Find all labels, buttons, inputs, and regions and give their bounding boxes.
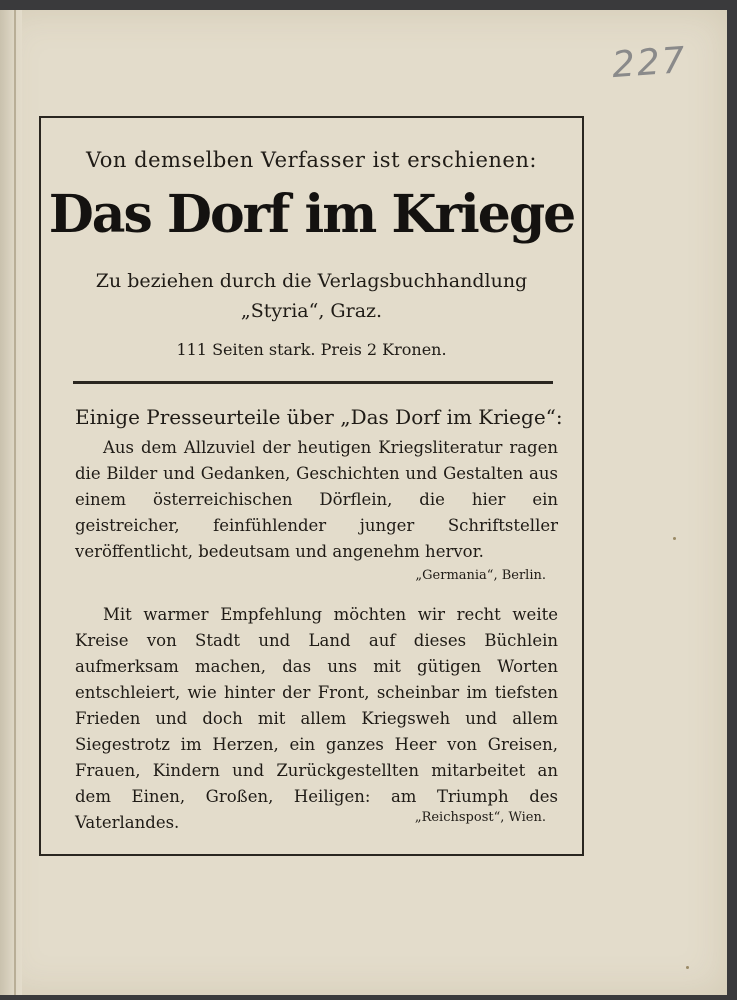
- review-source-2: „Reichspost“, Wien.: [414, 810, 546, 825]
- advertisement-box: [39, 116, 584, 856]
- review-text-2: Mit warmer Empfehlung möchten wir recht weite Kreise von Stadt und Land auf dieses Büchlein aufmerksam machen, das uns mit gütigen Worten entschleiert, wie hinter der Front, scheinbar im tiefsten Frieden und doch mit allem Kriegsweh und allem Siegestrotz im Herzen, ein ganzes Heer von Greisen, Frauen, Kindern und Zurückgestellten mitarbeitet an dem Einen, Großen, Heiligen: am Triumph des Vaterlandes.: [75, 605, 558, 832]
- book-details: 111 Seiten stark. Preis 2 Kronen.: [176, 340, 447, 359]
- review-text-1: Aus dem Allzuviel der heutigen Kriegsliteratur ragen die Bilder und Gedanken, Geschichten und Gestalten aus einem österreichischen Dörflein, die hier ein geistreicher, feinfühlender junger Schriftsteller veröffentlicht, bedeutsam und angenehm hervor.: [75, 438, 558, 561]
- paper-speck: [673, 537, 676, 540]
- spine-fold: [14, 10, 16, 995]
- divider-rule: [73, 381, 553, 384]
- book-spine: [0, 10, 22, 995]
- publisher-line-1: Zu beziehen durch die Verlagsbuchhandlung: [95, 270, 528, 292]
- notice-heading: Von demselben Verfasser ist erschienen:: [86, 148, 537, 172]
- book-title: Das Dorf im Kriege: [48, 184, 575, 245]
- page-number: 227: [610, 39, 689, 87]
- review-source-1: „Germania“, Berlin.: [415, 568, 546, 583]
- press-heading: Einige Presseurteile über „Das Dorf im Kriege“:: [75, 405, 563, 429]
- publisher-line-2: „Styria“, Graz.: [240, 300, 383, 322]
- paper-speck: [686, 966, 689, 969]
